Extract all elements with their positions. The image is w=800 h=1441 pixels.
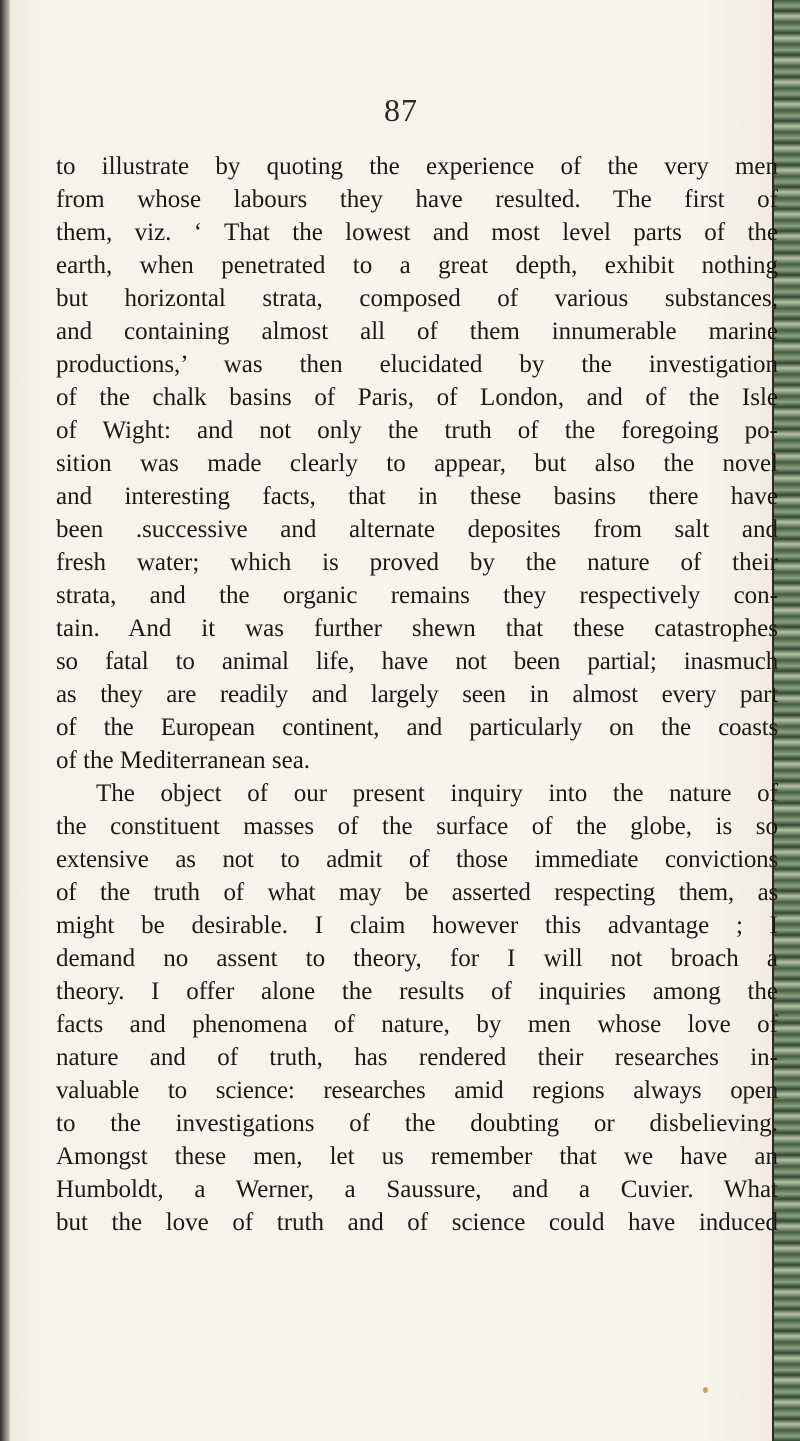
text-line: from whose labours they have resulted. The first of: [56, 186, 778, 213]
text-line: and interesting facts, that in these basins there have: [56, 483, 778, 510]
text-line: to the investigations of the doubting or disbelieving.: [56, 1110, 778, 1137]
text-line: Amongst these men, let us remember that we have an: [56, 1143, 778, 1170]
text-line: fresh water; which is proved by the nature of their: [56, 549, 778, 576]
text-line: The object of our present inquiry into the nature of: [96, 780, 778, 807]
text-line: of the European continent, and particularly on the coasts: [56, 714, 778, 741]
text-line: of the truth of what may be asserted respecting them, as: [56, 879, 778, 906]
text-line: them, viz. ‘ That the lowest and most level parts of the: [56, 219, 778, 246]
page-left-edge: [0, 0, 10, 1441]
text-line: productions,’ was then elucidated by the investigation: [56, 351, 778, 378]
text-line: valuable to science: researches amid regions always open: [56, 1077, 778, 1104]
text-line: of Wight: and not only the truth of the foregoing po-: [56, 417, 778, 444]
text-line: extensive as not to admit of those immediate convictions: [56, 846, 778, 873]
text-line: tain. And it was further shewn that these catastrophes: [56, 615, 778, 642]
body-text: [56, 150, 778, 1239]
text-line: but the love of truth and of science could have induced: [56, 1209, 778, 1236]
text-line: sition was made clearly to appear, but also the novel: [56, 450, 778, 477]
text-line: nature and of truth, has rendered their researches in-: [56, 1044, 778, 1071]
text-line: theory. I offer alone the results of inquiries among the: [56, 978, 778, 1005]
text-line: might be desirable. I claim however this advantage ; I: [56, 912, 778, 939]
text-line: of the chalk basins of Paris, of London, and of the Isle: [56, 384, 778, 411]
text-line: but horizontal strata, composed of various substances,: [56, 285, 778, 312]
text-line: strata, and the organic remains they respectively con-: [56, 582, 778, 609]
text-line: so fatal to animal life, have not been partial; inasmuch: [56, 648, 778, 675]
text-line: to illustrate by quoting the experience of the very men: [56, 153, 778, 180]
text-line: been .successive and alternate deposites from salt and: [56, 516, 778, 543]
page-number: 87: [384, 92, 418, 128]
text-line: demand no assent to theory, for I will not broach a: [56, 945, 778, 972]
paper-speck: [703, 1387, 708, 1393]
text-line: Humboldt, a Werner, a Saussure, and a Cuvier. What: [56, 1176, 778, 1203]
text-line: of the Mediterranean sea.: [56, 747, 311, 774]
text-line: the constituent masses of the surface of the globe, is so: [56, 813, 778, 840]
text-line: earth, when penetrated to a great depth, exhibit nothing: [56, 252, 778, 279]
text-line: as they are readily and largely seen in almost every part: [56, 681, 778, 708]
text-line: facts and phenomena of nature, by men whose love of: [56, 1011, 778, 1038]
text-line: and containing almost all of them innumerable marine: [56, 318, 778, 345]
